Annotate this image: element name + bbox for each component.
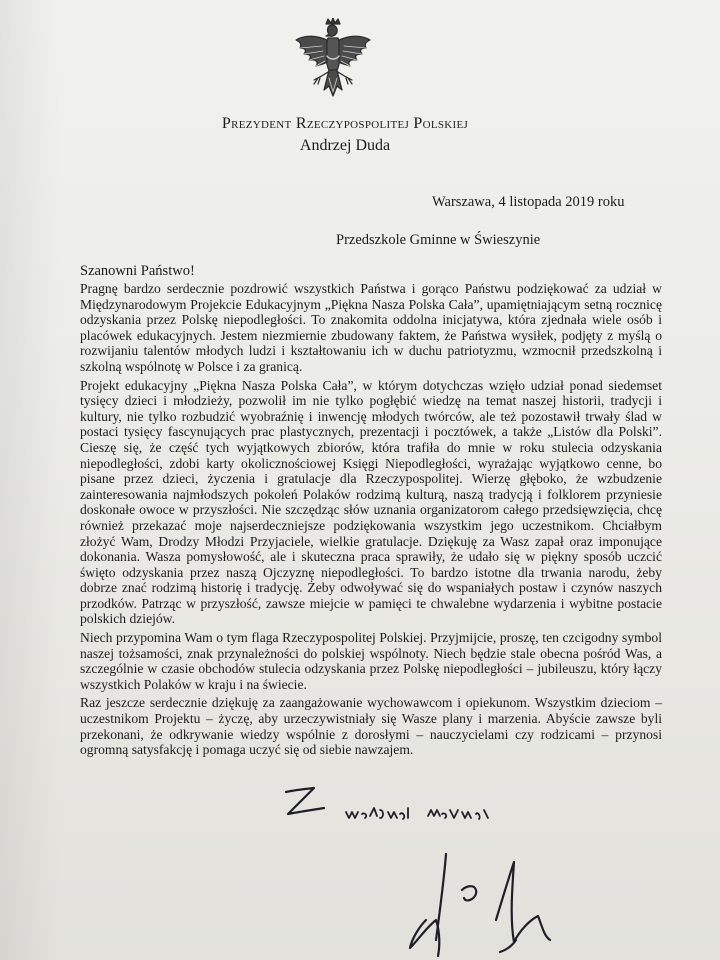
- office-title: [0, 115, 690, 133]
- handwritten-signature: [250, 770, 580, 960]
- paragraph: Pragnę bardzo serdecznie pozdrowić wszystkich Państwa i gorąco Państwu podziękować za udział w Międzynarodowym Projekcie Edukacyjnym „Piękna Nasza Polska Cała”, upamiętniającym setną rocznicę odzyskania przez Polskę niepodległości. To znakomita oddolna inicjatywa, która zjednała wiele osób i placówek edukacyjnych. Jestem niezmiernie zbudowany faktem, że Państwa wysiłek, podjęty z myślą o rozwijaniu talentów młodych ludzi i kształtowaniu ich w duchu patriotyzmu, wzmocnił przedszkolną i szkolną wspólnotę w Polsce i za granicą.: [80, 281, 662, 374]
- date-line: Warszawa, 4 listopada 2019 roku: [432, 194, 625, 210]
- letter-body: [80, 281, 662, 761]
- paragraph: Raz jeszcze serdecznie dziękuję za zaangażowanie wychowawcom i opiekunom. Wszystkim dzieciom – uczestnikom Projektu – życzę, aby urzeczywistniały się Wasze plany i marzenia. Abyście zawsze byli przekonani, że odkrywanie wiedzy wspólnie z dorosłymi – nauczycielami czy rodzicami – przynosi ogromną satysfakcję i pomaga uczyć się od siebie nawzajem.: [80, 695, 662, 758]
- president-name: Andrzej Duda: [299, 137, 391, 154]
- salutation: Szanowni Państwo!: [80, 263, 195, 279]
- polish-eagle-emblem-icon: [292, 18, 374, 110]
- recipient-line: Przedszkole Gminne w Świeszynie: [336, 232, 541, 248]
- office-title-text: Prezydent Rzeczypospolitej Polskiej: [221, 115, 469, 132]
- paragraph: Niech przypomina Wam o tym flaga Rzeczypospolitej Polskiej. Przyjmijcie, proszę, ten czcigodny symbol naszej tożsamości, znak przynależności do polskiej wspólnoty. Niech będzie stale obecna pośród Was, a szczególnie w czasie obchodów stulecia odzyskania przez Polskę niepodległości – jubileuszu, który łączy wszystkich Polaków w kraju i na świecie.: [80, 630, 662, 692]
- paragraph: Projekt edukacyjny „Piękna Nasza Polska Cała”, w którym dotychczas wzięło udział ponad siedemset tysięcy dzieci i młodzieży, pozwolił im nie tylko pogłębić wiedzę na temat naszej historii, tradycji i kultury, nie tylko rozbudzić wyobraźnię i inwencję młodych twórców, ale też pozostawił trwały ślad w postaci tysięcy fascynujących prac plastycznych, prezentacji i pocztówek, a także „Listów dla Polski”. Cieszę się, że część tych wyjątkowych zbiorów, która trafiła do mnie w roku stulecia odzyskania niepodległości, zdobi karty okolicznościowej Księgi Niepodległości, wyrażając wyjątkowo cenne, bo pisane przez dzieci, życzenia i gratulacje dla Rzeczypospolitej. Wierzę głęboko, że wzbudzenie zainteresowania najmłodszych pokoleń Polaków rodzimą kulturą, naszą tradycją i folklorem przyniesie doskonałe owoce w przyszłości. Nie szczędząc słów uznania organizatorom całego przedsięwzięcia, chcę również przekazać moje najserdeczniejsze podziękowania wszystkim jego uczestnikom. Chciałbym złożyć Wam, Drodzy Młodzi Przyjaciele, wielkie gratulacje. Dziękuję za Wasz zapał oraz imponujące dokonania. Wasza pomysłowość, ale i skuteczna praca sprawiły, że udało się w piękny sposób uczcić święto odzyskania przez naszą Ojczyznę niepodległości. To bardzo istotne dla trwania narodu, żeby dobrze znać rodzimą historię i tradycję. Żeby odwoływać się do wspaniałych postaw i czynów naszych przodków. Patrząc w przyszłość, zawsze miejcie w pamięci te chwalebne wydarzenia i wybitne postacie polskich dziejów.: [80, 377, 662, 627]
